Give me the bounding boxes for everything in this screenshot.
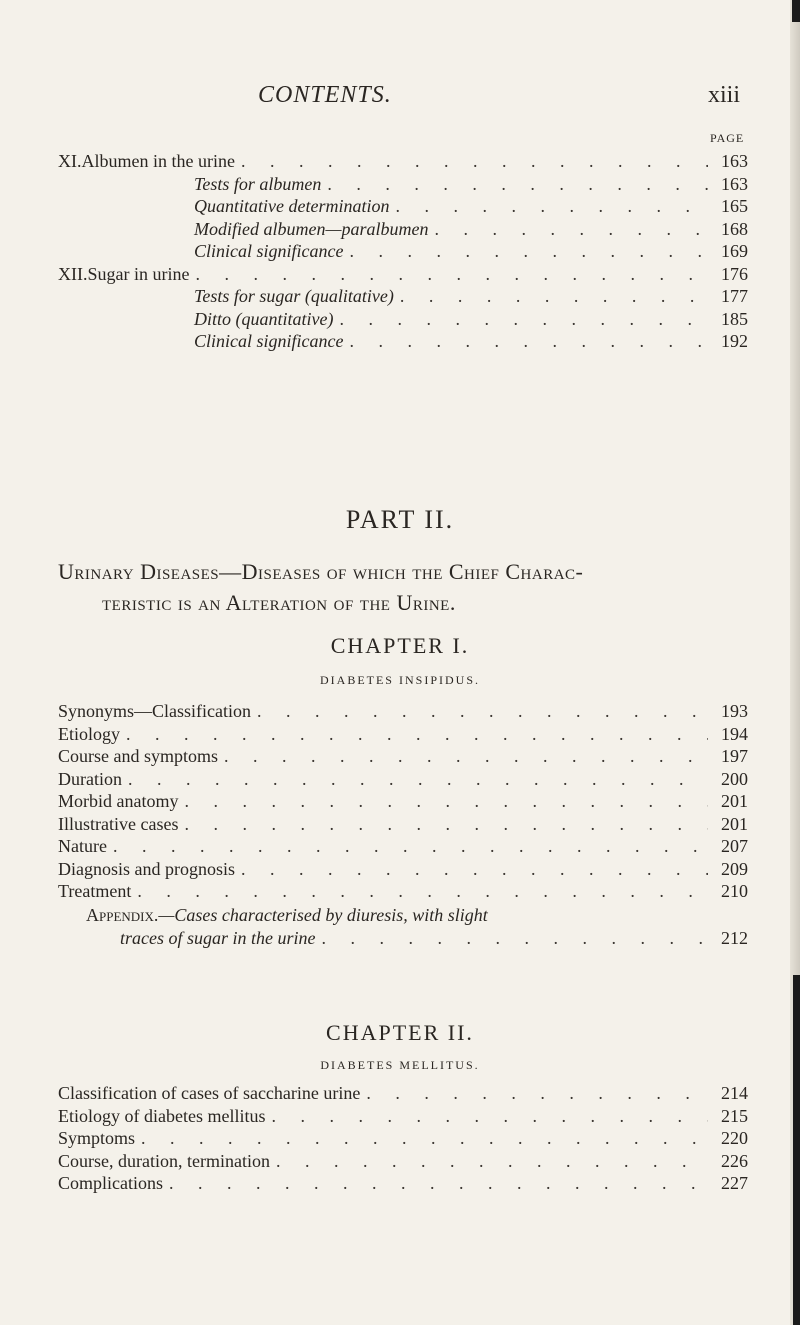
part-subtitle-line-2: teristic is an Alteration of the Urine. [102, 590, 456, 615]
appendix-text: —Cases characterised by diuresis, with slight [158, 904, 488, 925]
toc-row-title: Complications [58, 1173, 163, 1193]
toc-row-title: Clinical significance [194, 331, 344, 351]
leader-dots [322, 927, 709, 950]
toc-row-title: Illustrative cases [58, 813, 179, 834]
appendix-label: Appendix. [86, 904, 159, 925]
toc-row-page: 214 [721, 1083, 748, 1103]
toc-row [58, 195, 748, 218]
toc-row-title: Duration [58, 768, 122, 789]
toc-row [58, 150, 748, 173]
toc-row [58, 1105, 748, 1128]
toc-row-page: 176 [721, 263, 748, 284]
leader-dots [276, 1150, 708, 1173]
toc-row-page: 185 [721, 308, 748, 329]
toc-row [58, 308, 748, 331]
toc-row-page: 215 [721, 1105, 748, 1126]
toc-row-title: Quantitative determination [194, 196, 390, 216]
appendix-line-1 [58, 903, 748, 927]
toc-row [58, 745, 748, 768]
leader-dots [257, 700, 708, 723]
leader-dots [241, 150, 708, 173]
toc-row-title: Morbid anatomy [58, 791, 179, 811]
part-subtitle [58, 556, 748, 618]
toc-row-title: Course and symptoms [58, 746, 218, 766]
toc-row-page: 168 [721, 218, 748, 239]
toc-top [58, 150, 748, 353]
toc-chapter-1 [58, 700, 748, 949]
toc-row-num: XI. [58, 151, 82, 171]
toc-row [58, 700, 748, 723]
leader-dots [327, 173, 708, 196]
toc-row-page: 226 [721, 1150, 748, 1171]
toc-row [58, 263, 748, 286]
leader-dots [395, 195, 708, 218]
leader-dots [137, 880, 708, 903]
toc-row-page: 163 [721, 173, 748, 194]
toc-row-page: 201 [721, 791, 748, 811]
toc-row [58, 173, 748, 196]
toc-row-title: Symptoms [58, 1128, 136, 1148]
leader-dots [128, 768, 708, 791]
toc-row-title: Clinical significance [194, 241, 344, 261]
toc-row-page: 169 [721, 241, 748, 261]
toc-row-title: Tests for sugar (qualitative) [194, 286, 394, 306]
chapter-1-heading: CHAPTER I. [330, 633, 470, 658]
toc-row-page: 177 [721, 286, 748, 306]
toc-row-page: 163 [721, 151, 748, 171]
toc-row [58, 218, 748, 241]
leader-dots [434, 218, 708, 241]
page-number: xiii [708, 82, 741, 108]
toc-row-page: 209 [721, 858, 748, 879]
chapter-2-subheading: DIABETES MELLITUS. [320, 1058, 480, 1072]
toc-row [58, 813, 748, 836]
running-title: CONTENTS. [258, 82, 392, 108]
toc-row-title: Tests for albumen [194, 173, 322, 194]
chapter-2-heading: CHAPTER II. [326, 1020, 474, 1045]
toc-row-title: Ditto (quantitative) [194, 308, 334, 329]
toc-row [58, 858, 748, 881]
toc-row-num: XII. [58, 263, 88, 284]
leader-dots [339, 308, 708, 331]
toc-row [58, 330, 748, 353]
toc-row-page: 192 [721, 331, 748, 351]
toc-row-page: 220 [721, 1128, 748, 1148]
toc-row [58, 790, 748, 813]
leader-dots [224, 745, 708, 768]
leader-dots [141, 1127, 708, 1150]
toc-row-page: 200 [721, 768, 748, 789]
toc-row-title: Course, duration, termination [58, 1150, 270, 1171]
leader-dots [400, 285, 708, 308]
leader-dots [349, 240, 708, 263]
page-column-label: PAGE [710, 131, 745, 145]
scan-corner-mark [792, 0, 800, 22]
leader-dots [349, 330, 708, 353]
running-head [0, 82, 800, 112]
leader-dots [271, 1105, 708, 1128]
leader-dots [195, 263, 708, 286]
toc-row-title: Etiology [58, 723, 120, 744]
toc-row [58, 723, 748, 746]
toc-row [58, 240, 748, 263]
toc-row-page: 165 [721, 196, 748, 216]
toc-chapter-2 [58, 1082, 748, 1195]
toc-row [58, 835, 748, 858]
toc-row [58, 1172, 748, 1195]
toc-row [58, 285, 748, 308]
toc-row [58, 880, 748, 903]
leader-dots [113, 835, 708, 858]
appendix-page: 212 [721, 927, 748, 948]
toc-row-page: 197 [721, 746, 748, 766]
part-subtitle-line-1: Urinary Diseases—Diseases of which the Chief Charac- [58, 559, 584, 584]
toc-row-page: 194 [721, 723, 748, 744]
appendix-line-2 [58, 927, 748, 950]
toc-row-title: Diagnosis and prognosis [58, 858, 235, 879]
leader-dots [366, 1082, 708, 1105]
toc-row-title: Treatment [58, 881, 132, 901]
toc-row [58, 1150, 748, 1173]
toc-row-page: 210 [721, 881, 748, 901]
toc-row-title: Synonyms—Classification [58, 701, 251, 721]
toc-row-title: Etiology of diabetes mellitus [58, 1105, 266, 1126]
part-title: PART II. [345, 505, 455, 534]
toc-row [58, 1082, 748, 1105]
toc-row-title: Albumen in the urine [81, 151, 235, 171]
toc-row-page: 207 [721, 836, 748, 856]
toc-row [58, 768, 748, 791]
leader-dots [184, 790, 708, 813]
toc-row-title: Nature [58, 836, 107, 856]
toc-row-page: 193 [721, 701, 748, 721]
appendix-text-cont: traces of sugar in the urine [120, 927, 316, 948]
chapter-1-subheading: DIABETES INSIPIDUS. [319, 673, 480, 687]
toc-row-title: Sugar in urine [87, 263, 190, 284]
leader-dots [241, 858, 708, 881]
leader-dots [169, 1172, 708, 1195]
toc-row [58, 1127, 748, 1150]
toc-row-page: 201 [721, 813, 748, 834]
toc-row-title: Classification of cases of saccharine urine [58, 1083, 361, 1103]
leader-dots [126, 723, 708, 746]
toc-row-title: Modified albumen—paralbumen [194, 218, 429, 239]
toc-row-page: 227 [721, 1173, 748, 1193]
leader-dots [184, 813, 708, 836]
